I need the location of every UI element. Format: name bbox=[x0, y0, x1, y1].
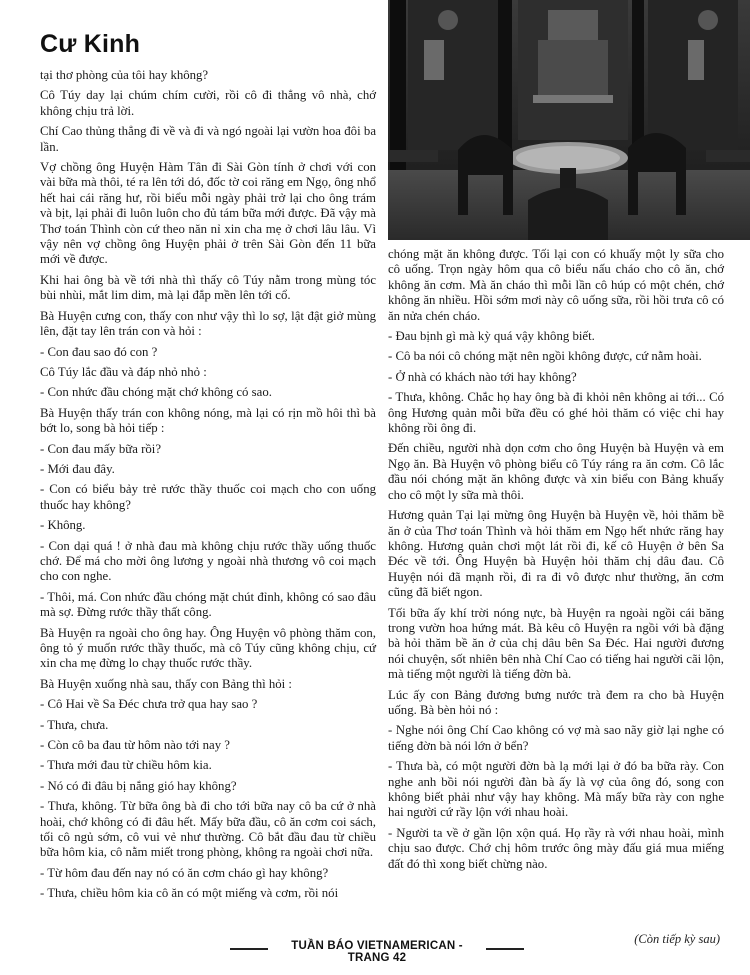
article-photo bbox=[388, 0, 750, 240]
paragraph: Cô Túy lắc đầu và đáp nhỏ nhỏ : bbox=[40, 364, 207, 379]
paragraph: Đến chiều, người nhà dọn cơm cho ông Huyện bà Huyện và em Ngọ ăn. Bà Huyện vô phòng biểu cô Túy ráng ra ăn cơm. Cô lắc đầu nói chóng mặt ăn không được và xin biểu con Bảng khuấy cho cô một ly sữa mà thôi. bbox=[388, 441, 724, 502]
paragraph: Lúc ấy con Bảng đương bưng nước trà đem ra cho bà Huyện uống. Bà bèn hỏi nó : bbox=[388, 687, 724, 717]
paragraph: - Thưa, chiều hôm kia cô ăn có một miếng và cơm, rồi nói bbox=[40, 886, 339, 901]
paragraph: - Thưa, không. Từ bữa ông bà đi cho tới bữa nay cô ba cứ ở nhà hoài, chớ không có đi đâu hết. Mấy bữa đầu, cô ăn cơm coi sách, tối cô ngủ sớm, cô vui vẻ như thường. Cô bắt đầu đau từ chiều bữa hôm kia, cô nằm miết trong phòng, không ra ngoài chơi nữa. bbox=[40, 799, 376, 860]
photo-icon bbox=[388, 0, 750, 240]
paragraph: - Con nhức đầu chóng mặt chớ không có sao. bbox=[40, 385, 272, 400]
paragraph: - Thưa, không. Chắc họ hay ông bà đi khỏi nên không ai tới... Có ông Hương quản mỗi bữa đều có ghé hỏi thăm có việc chi hay không rồi ông đi. bbox=[388, 390, 724, 436]
paragraph: - Từ hôm đau đến nay nó có ăn cơm cháo gì hay không? bbox=[40, 865, 329, 880]
footer-label: TUẦN BÁO VIETNAMERICAN - TRANG 42 bbox=[291, 940, 463, 964]
paragraph: Vợ chồng ông Huyện Hàm Tân đi Sài Gòn tính ở chơi với con vài bữa mà thôi, té ra lên tới dó, đốc tờ coi răng em Ngọ, ông nhổ hết hai cái răng hư, rồi biểu mỗi ngày phải trở lại cho ông trám và bịt, lại phải đi luôn luôn cho đủ tám bữa mới được. Đã vậy mà Thơ toán Thình còn cứ theo năn nỉ xin cha mẹ ở chơi lâu lâu. Vì vậy nên vợ chồng ông Huyện phải ở trên Sài Gòn đến 11 bữa mới về được. bbox=[40, 160, 376, 267]
article-title: Cư Kinh bbox=[40, 30, 141, 58]
paragraph: - Thưa, chưa. bbox=[40, 717, 109, 732]
paragraph: - Nghe nói ông Chí Cao không có vợ mà sao nãy giờ lại nghe có tiếng đờn bà nói lớn ở bển? bbox=[388, 723, 724, 753]
paragraph: - Thưa mới đau từ chiều hôm kia. bbox=[40, 758, 212, 773]
paragraph: - Thôi, má. Con nhức đầu chóng mặt chút đỉnh, không có sao đâu mà sợ. Đừng rước thầy thất công. bbox=[40, 589, 376, 620]
footer-rule-left bbox=[230, 948, 268, 950]
paragraph: - Cô Hai về Sa Đéc chưa trở qua hay sao ? bbox=[40, 697, 258, 712]
paragraph: Hương quản Tại lại mừng ông Huyện bà Huyện về, hỏi thăm bề ăn ở của Thơ toán Thình và hỏi thăm em Ngọ hết nhức răng hay không. Hương quản chơi một lát rồi đi, kế cô Huyện ở bên Sa Đéc về tới. Ông Huyện bà Huyện hỏi thăm chị dâu đau. Cô Huyện nói đã mạnh rồi, đi ra đi vô được như thường, ăn cơm cũng đã biết ngon. bbox=[388, 508, 724, 600]
paragraph: - Không. bbox=[40, 518, 86, 533]
paragraph: - Con đau mấy bữa rồi? bbox=[40, 441, 162, 456]
paragraph: Chí Cao thủng thẳng đi về và đi và ngó ngoài lại vườn hoa đôi ba lần. bbox=[40, 124, 376, 154]
paragraph: - Nó có đi đâu bị nắng gió hay không? bbox=[40, 778, 237, 793]
paragraph: Khi hai ông bà về tới nhà thì thấy cô Túy nằm trong mùng tóc bùi nhùi, mắt lim dim, mà lại đắp mền lên tới cổ. bbox=[40, 272, 376, 303]
paragraph: - Cô ba nói cô chóng mặt nên ngồi không được, cứ nằm hoài. bbox=[388, 349, 702, 364]
continued-note: (Còn tiếp kỳ sau) bbox=[634, 932, 720, 946]
right-text-column bbox=[388, 247, 724, 877]
paragraph: Bà Huyện ra ngoài cho ông hay. Ông Huyện vô phòng thăm con, ông tỏ ý muốn rước thầy thuốc, mà cô Túy cũng không chịu, cứ xin cha mẹ đừng lo chạy thuốc rước thầy. bbox=[40, 625, 376, 671]
paragraph: - Ở nhà có khách nào tới hay không? bbox=[388, 369, 577, 384]
paragraph: - Còn cô ba đau từ hôm nào tới nay ? bbox=[40, 738, 230, 753]
left-text-column bbox=[40, 68, 376, 907]
paragraph: - Thưa bà, có một người đờn bà lạ mới lại ở đó ba bữa rày. Con nghe anh bồi nói người đàn bà ấy là vợ của ông đó, song con không biết phải như vậy hay không. Mà mấy bữa rày con nghe hai người cứ rầy lộn với nhau hoài. bbox=[388, 759, 724, 820]
paragraph: - Con có biểu bảy trẻ rước thầy thuốc coi mạch cho con uống thuốc hay không? bbox=[40, 482, 376, 512]
paragraph: Bà Huyện cưng con, thấy con như vậy thì lo sợ, lật đật giở mùng lên, đặt tay lên trán con và hỏi : bbox=[40, 308, 376, 339]
paragraph: Tối bữa ấy khí trời nóng nực, bà Huyện ra ngoài ngồi cái băng trong vườn hoa hứng mát. Bà kêu cô Huyện ra ngồi với bà đặng bà hỏi thăm bề ăn ở của chị dâu bên Sa Đéc. Hai người đương nói chuyện, sốt nhiên bên nhà Chí Cao có tiếng hai người cãi lộn, mà tiếng một người là tiếng đờn bà. bbox=[388, 605, 724, 682]
paragraph: Bà Huyện thấy trán con không nóng, mà lại có rịn mồ hôi thì bà bớt lo, song bà hỏi tiếp : bbox=[40, 405, 376, 436]
paragraph: tại thơ phòng của tôi hay không? bbox=[40, 68, 209, 82]
paragraph: Cô Túy day lại chúm chím cười, rồi cô đi thẳng vô nhà, chớ không chịu trả lời. bbox=[40, 88, 376, 118]
paragraph: chóng mặt ăn không được. Tối lại con có khuấy một ly sữa cho cô uống. Trọn ngày hôm qua cô biểu nấu cháo cho cô ăn, chớ không ăn cơm. Mà ăn cháo thì mỗi lần cô húp có một chén, chớ không ăn nhiều. Hồi sớm mơi này cô uống sữa, rồi hồi trưa cô có ăn nửa chén cháo. bbox=[388, 247, 724, 323]
paragraph: - Con đau sao đó con ? bbox=[40, 344, 158, 359]
paragraph: - Mới đau đây. bbox=[40, 461, 115, 476]
paragraph: - Con dại quá ! ở nhà đau mà không chịu rước thầy uống thuốc chớ. Để má cho mời ông lương y ngoài nhà thương vô coi mạch cho con nghe. bbox=[40, 538, 376, 584]
paragraph: Bà Huyện xuống nhà sau, thấy con Bảng thì hỏi : bbox=[40, 676, 292, 691]
paragraph: - Người ta về ở gần lộn xộn quá. Họ rầy rà với nhau hoài, mình chịu sao được. Chớ chị hôm trước ông mày đấu giá mua miếng đất đó thì xong biết chừng nào. bbox=[388, 825, 724, 871]
footer-rule-right bbox=[486, 948, 524, 950]
paragraph: - Đau bịnh gì mà kỳ quá vậy không biết. bbox=[388, 329, 595, 344]
